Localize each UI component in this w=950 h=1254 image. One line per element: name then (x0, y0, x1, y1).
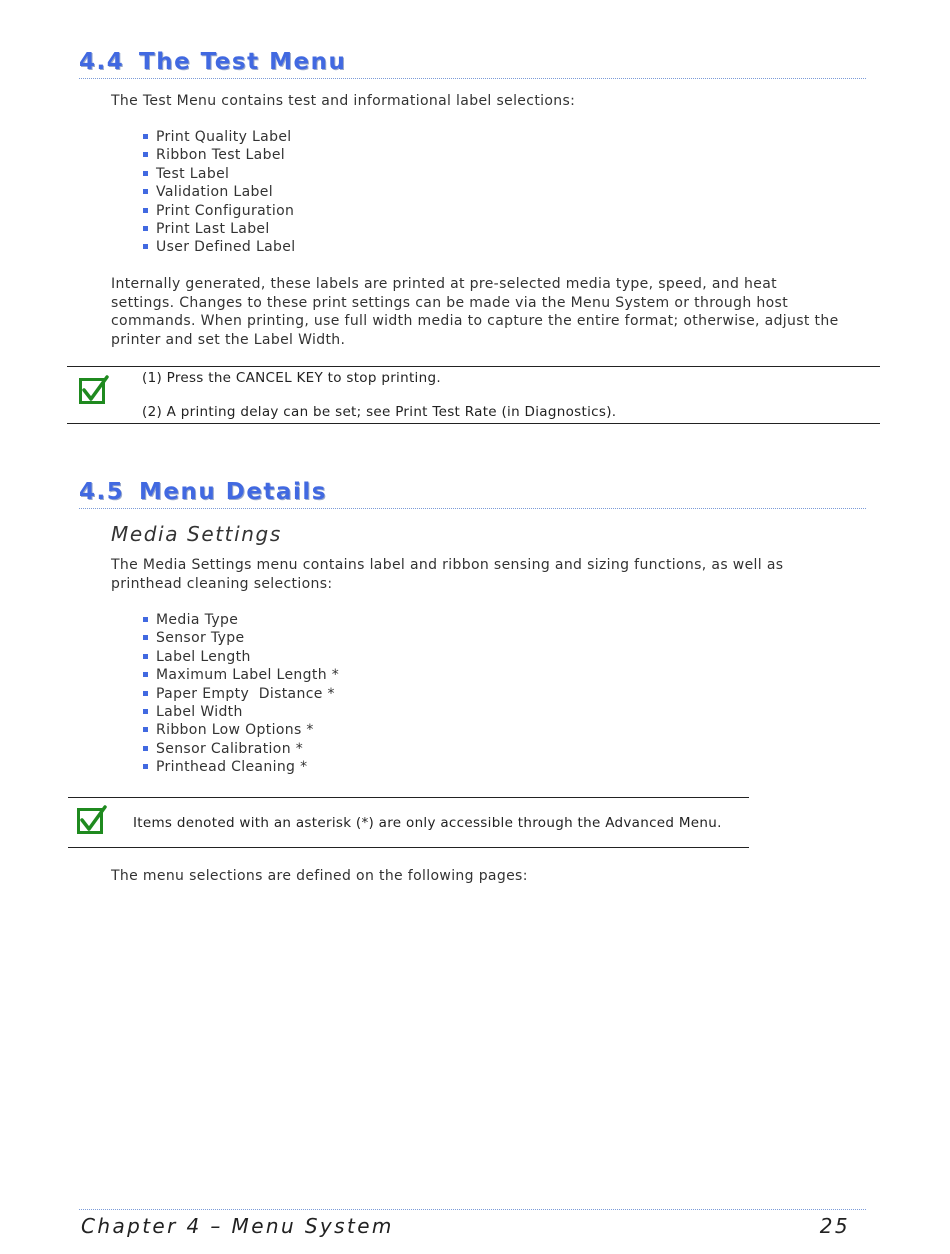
note-advanced-menu: Items denoted with an asterisk (*) are only accessible through the Advanced Menu. (133, 815, 722, 831)
list-item: Print Configuration (140, 202, 295, 220)
list-item: User Defined Label (140, 238, 295, 256)
section-number: 4.5 (79, 479, 125, 505)
section-heading-4-4 (79, 47, 866, 79)
subheading-media-settings: Media Settings (111, 522, 282, 546)
bullet-icon (143, 672, 148, 677)
bullet-icon (143, 189, 148, 194)
section-title: The Test Menu (139, 49, 347, 75)
list-item: Label Width (140, 703, 339, 721)
section-number: 4.4 (79, 49, 125, 75)
list-item: Print Last Label (140, 220, 295, 238)
closing-text: The menu selections are defined on the following pages: (111, 868, 528, 884)
list-item: Printhead Cleaning * (140, 758, 339, 776)
bullet-icon (143, 244, 148, 249)
page-number: 25 (819, 1214, 850, 1238)
list-item: Media Type (140, 611, 339, 629)
section-title: Menu Details (139, 479, 327, 505)
media-settings-list (140, 611, 339, 777)
list-item: Sensor Type (140, 629, 339, 647)
test-menu-intro: The Test Menu contains test and informational label selections: (111, 93, 576, 109)
media-settings-intro: The Media Settings menu contains label and ribbon sensing and sizing functions, as well as printhead cleaning selections: (111, 557, 784, 592)
bullet-icon (143, 654, 148, 659)
note-box-advanced-menu (68, 797, 749, 848)
bullet-icon (143, 226, 148, 231)
checkmark-icon (77, 808, 103, 834)
bullet-icon (143, 635, 148, 640)
note-line-1: (1) Press the CANCEL KEY to stop printing. (142, 370, 441, 386)
note-box-printing (67, 366, 880, 424)
bullet-icon (143, 709, 148, 714)
section-heading-4-5 (79, 477, 866, 509)
note-line-2: (2) A printing delay can be set; see Print Test Rate (in Diagnostics). (142, 404, 617, 420)
bullet-icon (143, 727, 148, 732)
bullet-icon (143, 617, 148, 622)
footer-chapter: Chapter 4 – Menu System (81, 1214, 394, 1238)
list-item: Maximum Label Length * (140, 666, 339, 684)
checkmark-icon (79, 378, 105, 404)
bullet-icon (143, 746, 148, 751)
list-item: Print Quality Label (140, 128, 295, 146)
test-menu-list (140, 128, 295, 257)
list-item: Label Length (140, 648, 339, 666)
list-item: Sensor Calibration * (140, 740, 339, 758)
list-item: Validation Label (140, 183, 295, 201)
bullet-icon (143, 152, 148, 157)
bullet-icon (143, 691, 148, 696)
list-item: Paper Empty Distance * (140, 685, 339, 703)
bullet-icon (143, 134, 148, 139)
footer-divider (79, 1209, 866, 1210)
list-item: Ribbon Low Options * (140, 721, 339, 739)
bullet-icon (143, 208, 148, 213)
list-item: Ribbon Test Label (140, 146, 295, 164)
bullet-icon (143, 764, 148, 769)
bullet-icon (143, 171, 148, 176)
list-item: Test Label (140, 165, 295, 183)
test-menu-body: Internally generated, these labels are printed at pre-selected media type, speed, and heat settings. Changes to these print settings can be made via the Menu System or through host commands. When printing, use full width media to capture the entire format; otherwise, adjust the printer and set the Label Width. (111, 276, 839, 348)
